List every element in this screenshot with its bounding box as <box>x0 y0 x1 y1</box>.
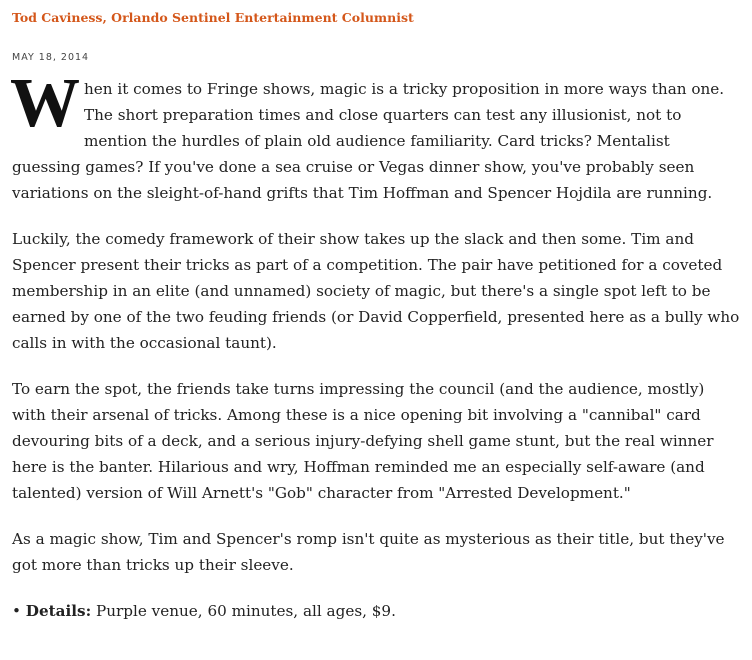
paragraph-1 <box>10 65 742 206</box>
paragraph-4: As a magic show, Tim and Spencer's romp isn't quite as mysterious as their title, but they've got more than tricks up their sleeve. <box>12 530 725 574</box>
paragraph-3: To earn the spot, the friends take turns impressing the council (and the audience, mostly) with their arsenal of tricks. Among these is a nice opening bit involving a "cannibal" card devouring bits of a deck, and a serious injury-defying shell game stunt, but the real winner here is the banter. Hilarious and wry, Hoffman reminded me an especially self-aware (and talented) version of Will Arnett's "Gob" character from "Arrested Development." <box>12 380 714 502</box>
article-body <box>10 65 742 624</box>
drop-cap: W <box>10 65 80 142</box>
paragraph-1-text: hen it comes to Fringe shows, magic is a tricky proposition in more ways than one. The short preparation times and close quarters can test any illusionist, not to mention the hurdles of plain old audience familiarity. Card tricks? Mentalist guessing games? If you've done a sea cruise or Vegas dinner show, you've probably seen variations on the sleight-of-hand grifts that Tim Hoffman and Spencer Hojdila are running. <box>12 80 725 202</box>
details-label: Details: <box>25 602 92 620</box>
bullet-icon: • <box>12 602 21 620</box>
publish-date: MAY 18, 2014 <box>12 52 90 63</box>
paragraph-2: Luckily, the comedy framework of their show takes up the slack and then some. Tim and Spencer present their tricks as part of a competition. The pair have petitioned for a coveted membership in an elite (and unnamed) society of magic, but there's a single spot left to be earned by one of the two feuding friends (or David Copperfield, presented here as a bully who calls in with the occasional taunt). <box>12 230 740 352</box>
details-value: Purple venue, 60 minutes, all ages, $9. <box>96 602 396 620</box>
article <box>12 0 742 644</box>
details-line <box>12 598 742 624</box>
byline: Tod Caviness, Orlando Sentinel Entertainment Columnist <box>12 10 414 25</box>
